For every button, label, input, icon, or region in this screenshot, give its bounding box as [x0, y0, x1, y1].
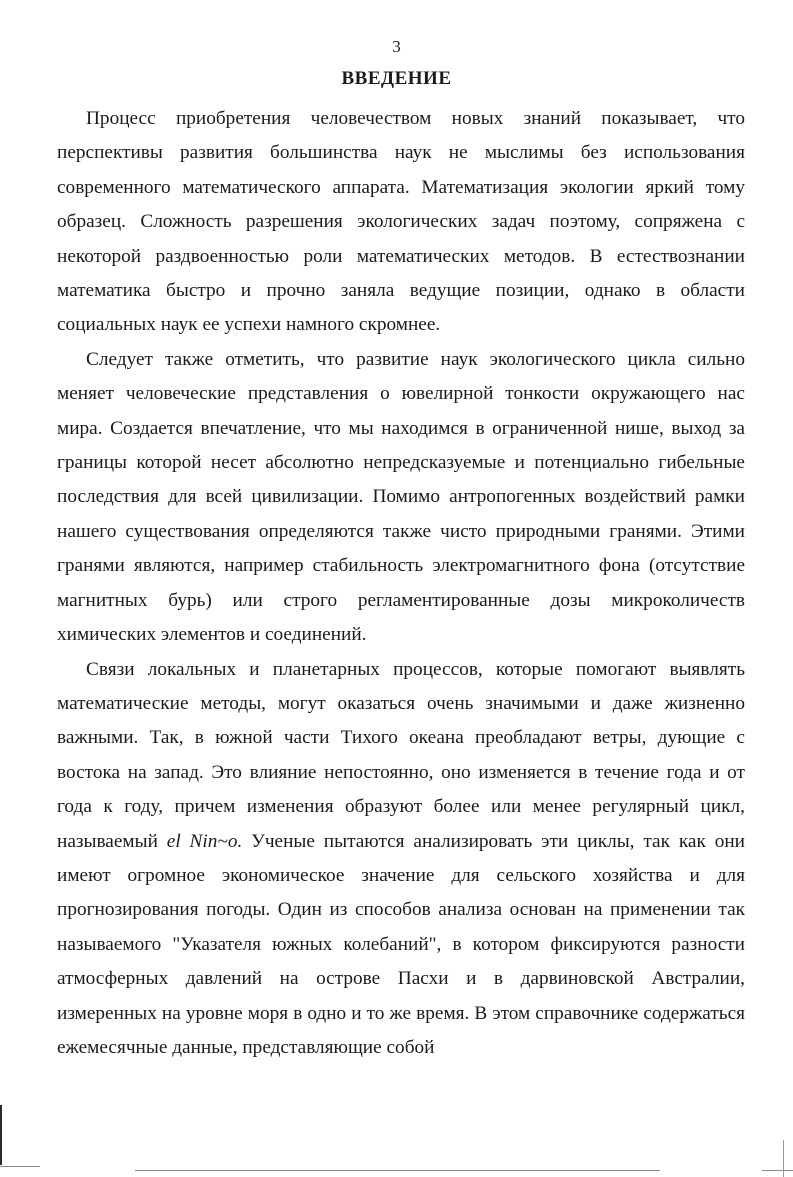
paragraph-2: Следует также отметить, что развитие наук экологического цикла сильно меняет человеческие представления о ювелирной тонкости окружающего нас мира. Создается впечатление, что мы находимся в ограниченной нише, выход за границы которой несет абсолютно непредсказуемые и потенциально гибельные последствия для всей цивилизации. Помимо антропогенных воздействий рамки нашего существования определяются также чисто природными гранями. Этими гранями являются, например стабильность электромагнитного фона (отсутствие магнитных бурь) или строго регламентированные дозы микроколичеств химических элементов и соединений.	[57, 348, 745, 646]
paragraph-3-text-before: Связи локальных и планетарных процессов, которые помогают выявлять математические методы, могут оказаться очень значимыми и даже жизненно важными. Так, в южной части Тихого океана преобладают ветры, дующие с востока на запад. Это влияние непостоянно, оно изменяется в течение года и от года к году, причем изменения образуют более или менее регулярный цикл, называемый	[57, 658, 745, 852]
scan-bottom-line-center	[135, 1170, 660, 1171]
scan-bottom-line-left	[0, 1166, 40, 1167]
page-number: 3	[392, 37, 401, 56]
paragraph-3-text-after: Ученые пытаются анализировать эти циклы, так как они имеют огромное экономическое значение для сельского хозяйства и для прогнозирования погоды. Один из способов анализа основан на применении так называемого "Указателя южных колебаний", в котором фиксируются разности атмосферных давлений на острове Пасхи и в дарвиновской Австралии, измеренных на уровне моря в одно и то же время. В этом справочнике содержаться ежемесячные данные, представляющие собой	[57, 830, 745, 1058]
body-text	[57, 102, 745, 1065]
scan-right-edge	[783, 1140, 784, 1177]
paragraph-3	[57, 653, 745, 1066]
section-heading: ВВЕДЕНИЕ	[341, 68, 452, 89]
scan-bottom-line-right	[762, 1170, 793, 1171]
scan-edge-mark	[0, 1105, 2, 1165]
paragraph-1: Процесс приобретения человечеством новых знаний показывает, что перспективы развития большинства наук не мыслимы без использования современного математического аппарата. Математизация экологии яркий тому образец. Сложность разрешения экологических задач поэтому, сопряжена с некоторой раздвоенностью роли математических методов. В естествознании математика быстро и прочно заняла ведущие позиции, однако в области социальных наук ее успехи намного скромнее.	[57, 108, 745, 336]
el-nino-term: el Nin~o.	[166, 830, 243, 852]
